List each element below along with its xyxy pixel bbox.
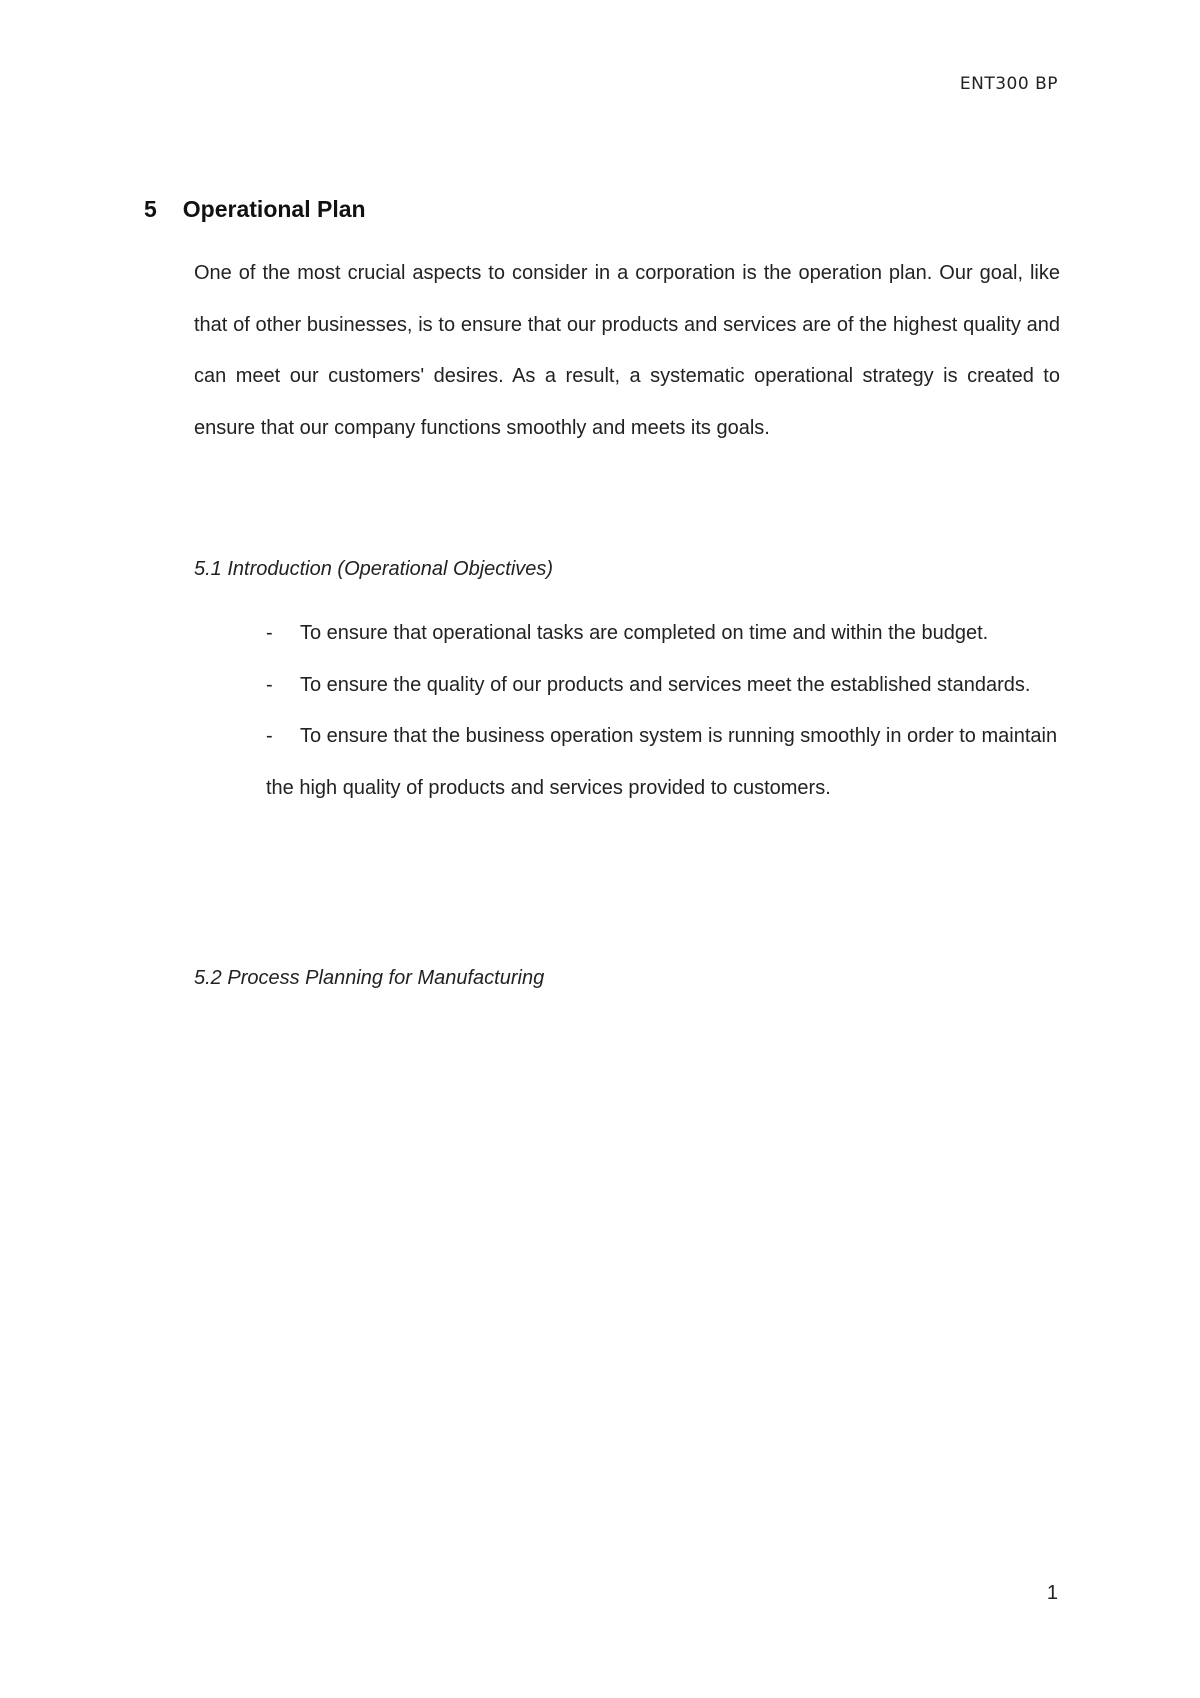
section-intro-paragraph: One of the most crucial aspects to consider in a corporation is the operation plan. Our goal, like that of other businesses, is to ensure that our products and services are of the highest quality and can meet our customers' desires. As a result, a systematic operational strategy is created to ensure that our company functions smoothly and meets its goals.: [194, 262, 1060, 439]
list-item: [266, 608, 1066, 660]
list-item-text: To ensure that operational tasks are completed on time and within the budget.: [300, 622, 989, 644]
subsection-2-title: 5.2 Process Planning for Manufacturing: [194, 967, 545, 989]
bullet-dash: -: [266, 673, 273, 696]
list-item: [266, 711, 1066, 814]
list-item-text: To ensure that the business operation system is running smoothly in order to maintain the high quality of products and services provided to customers.: [266, 725, 1058, 799]
document-header-code: ENT300 BP: [959, 74, 1058, 94]
section-heading: [144, 196, 366, 223]
page-number: 1: [1046, 1582, 1058, 1604]
list-item: [266, 660, 1066, 712]
subsection-1-title: 5.1 Introduction (Operational Objectives): [194, 558, 554, 580]
bullet-dash: -: [266, 725, 273, 747]
section-title: Operational Plan: [182, 196, 366, 222]
list-item-text: To ensure the quality of our products and services meet the established standards.: [300, 673, 1031, 696]
bullet-dash: -: [266, 622, 273, 644]
section-number: 5: [144, 196, 157, 222]
objectives-list: [266, 608, 1066, 814]
